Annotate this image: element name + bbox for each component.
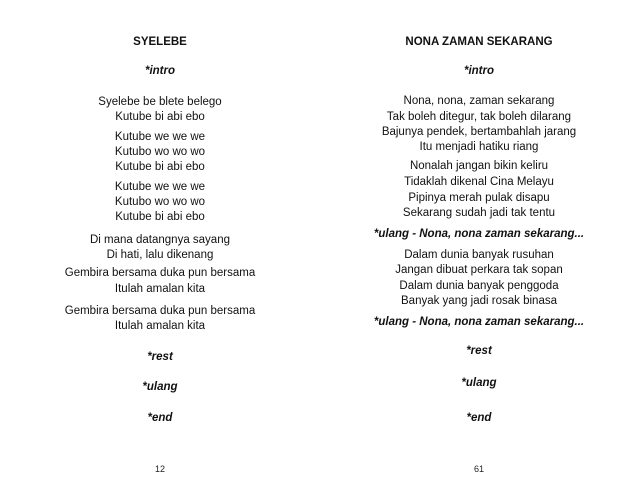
song-title: SYELEBE <box>133 36 187 48</box>
page-number: 61 <box>473 464 484 474</box>
lyric-line: Tidaklah dikenal Cina Melayu <box>404 176 554 188</box>
right-page <box>320 0 638 493</box>
ulang-cue: *ulang <box>461 377 497 389</box>
lyric-line: Itulah amalan kita <box>114 320 206 332</box>
ulang-repeat-cue: *ulang - Nona, nona zaman sekarang... <box>373 228 585 240</box>
lyric-line: Nona, nona, zaman sekarang <box>403 95 555 107</box>
end-cue: *end <box>466 412 492 424</box>
rest-cue: *rest <box>147 351 173 363</box>
lyric-line: Dalam dunia banyak rusuhan <box>404 249 554 261</box>
lyric-line: Itulah amalan kita <box>114 283 206 295</box>
end-cue: *end <box>147 412 173 424</box>
lyric-line: Jangan dibuat perkara tak sopan <box>395 264 563 276</box>
lyric-line: Kutube bi abi ebo <box>115 161 205 173</box>
lyric-line: Bajunya pendek, bertambahlah jarang <box>381 126 577 138</box>
lyric-line: Dalam dunia banyak penggoda <box>399 280 559 292</box>
intro-cue: *intro <box>463 65 495 77</box>
lyric-line: Kutube bi abi ebo <box>115 211 205 223</box>
lyric-line: Kutubo wo wo wo <box>114 146 206 158</box>
ulang-cue: *ulang <box>142 381 178 393</box>
page-number: 12 <box>154 464 165 474</box>
lyric-line: Gembira bersama duka pun bersama <box>64 305 256 317</box>
song-title: NONA ZAMAN SEKARANG <box>405 36 553 48</box>
lyric-line: Kutubo wo wo wo <box>114 196 206 208</box>
lyric-line: Gembira bersama duka pun bersama <box>64 267 256 279</box>
ulang-repeat-cue: *ulang - Nona, nona zaman sekarang... <box>373 316 585 328</box>
lyric-line: Kutube we we we <box>114 131 206 143</box>
lyric-line: Itu menjadi hatiku riang <box>419 141 539 153</box>
lyric-line: Kutube bi abi ebo <box>115 111 205 123</box>
lyric-line: Nonalah jangan bikin keliru <box>409 160 549 172</box>
lyric-line: Syelebe be blete belego <box>98 96 222 108</box>
rest-cue: *rest <box>466 345 492 357</box>
intro-cue: *intro <box>144 65 176 77</box>
lyric-line: Tak boleh ditegur, tak boleh dilarang <box>386 111 572 123</box>
lyric-line: Pipinya merah pulak disapu <box>408 192 550 204</box>
lyric-line: Di mana datangnya sayang <box>89 234 230 246</box>
lyric-line: Banyak yang jadi rosak binasa <box>401 295 557 307</box>
lyric-line: Di hati, lalu dikenang <box>106 249 214 261</box>
lyric-line: Kutube we we we <box>114 181 206 193</box>
lyric-line: Sekarang sudah jadi tak tentu <box>402 207 556 219</box>
